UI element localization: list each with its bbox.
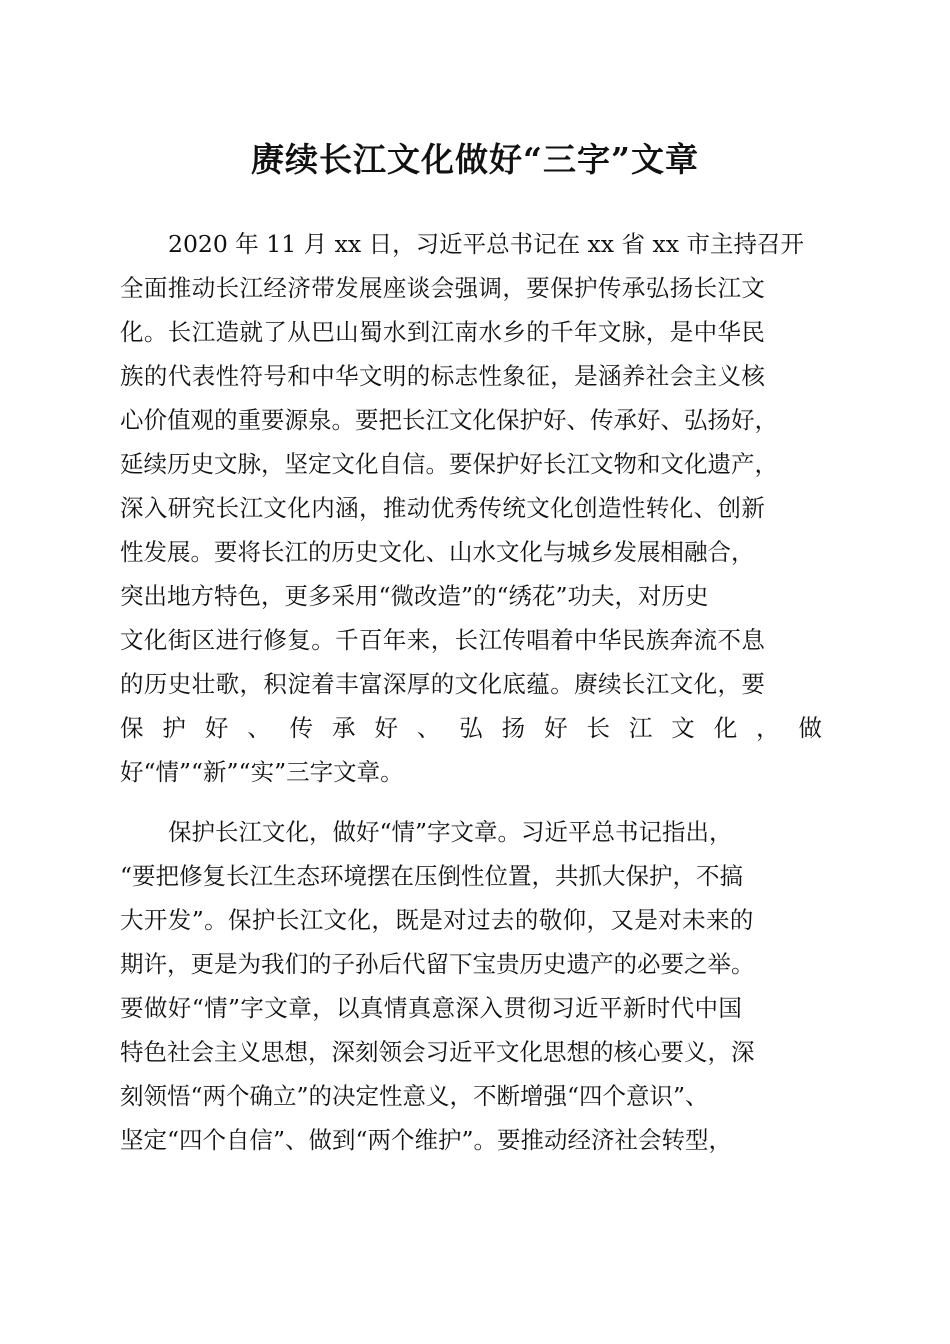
paragraph-2-line-5: 要做好“情”字文章，以真情真意深入贯彻习近平新时代中国 xyxy=(120,994,743,1022)
spread-char: 化 xyxy=(713,714,738,742)
paragraph-1-line-4: 族的代表性符号和中华文明的标志性象征，是涵养社会主义核 xyxy=(120,362,766,390)
spread-char: 好 xyxy=(374,714,398,742)
paragraph-1-line-10: 文化街区进行修复。千百年来，长江传唱着中华民族奔流不息 xyxy=(120,626,766,654)
spread-char: 承 xyxy=(332,714,356,742)
paragraph-1-line-5: 心价值观的重要源泉。要把长江文化保护好、传承好、弘扬好， xyxy=(120,406,778,434)
paragraph-1-line-7: 深入研究长江文化内涵，推动优秀传统文化创造性转化、创新 xyxy=(120,494,766,522)
spread-char: 护 xyxy=(162,714,186,742)
paragraph-2-line-2: “要把修复长江生态环境摆在压倒性位置，共抓大保护，不搞 xyxy=(120,862,744,890)
spread-char: 江 xyxy=(628,714,653,742)
spread-char: 好 xyxy=(544,714,568,742)
paragraph-1-line-8: 性发展。要将长江的历史文化、山水文化与城乡发展相融合， xyxy=(120,538,755,566)
spread-char: 长 xyxy=(586,714,610,742)
paragraph-1-line-12 xyxy=(120,706,822,750)
paragraph-1-line-11: 的历史壮歌，积淀着丰富深厚的文化底蕴。赓续长江文化，要 xyxy=(120,670,766,698)
paragraph-1-line-3: 化。长江造就了从巴山蜀水到江南水乡的千年文脉，是中华民 xyxy=(120,318,766,346)
paragraph-1-line-1: 2020 年 11 月 xx 日，习近平总书记在 xx 省 xx 市主持召开 xyxy=(168,230,804,258)
paragraph-2-line-8: 坚定“四个自信”、做到“两个维护”。要推动经济社会转型， xyxy=(120,1126,733,1154)
document-title: 赓续长江文化做好“三字”文章 xyxy=(251,140,699,179)
spread-char: 做 xyxy=(798,714,822,742)
spread-char: 保 xyxy=(120,714,144,742)
spread-char: 扬 xyxy=(501,714,526,742)
paragraph-2-line-7: 刻领悟“两个确立”的决定性意义，不断增强“四个意识”、 xyxy=(120,1082,709,1110)
paragraph-2-line-3: 大开发”。保护长江文化，既是对过去的敬仰，又是对未来的 xyxy=(120,906,754,934)
spread-char: 好 xyxy=(204,714,229,742)
paragraph-1-line-13: 好“情”“新”“实”三字文章。 xyxy=(120,758,404,786)
spread-char: 文 xyxy=(671,714,695,742)
paragraph-2-line-4: 期许，更是为我们的子孙后代留下宝贵历史遗产的必要之举。 xyxy=(120,950,755,978)
paragraph-2-line-1: 保护长江文化，做好“情”字文章。习近平总书记指出， xyxy=(168,818,733,846)
spread-char: 弘 xyxy=(459,714,483,742)
spread-char: ， xyxy=(756,714,780,742)
spread-char: 、 xyxy=(247,714,271,742)
paragraph-2-line-6: 特色社会主义思想，深刻领会习近平文化思想的核心要义，深 xyxy=(120,1038,755,1066)
spread-char: 、 xyxy=(416,714,441,742)
paragraph-1-line-2: 全面推动长江经济带发展座谈会强调，要保护传承弘扬长江文 xyxy=(120,274,766,302)
spread-char: 传 xyxy=(289,714,314,742)
paragraph-1-line-6: 延续历史文脉，坚定文化自信。要保护好长江文物和文化遗产， xyxy=(120,450,778,478)
paragraph-1-line-9: 突出地方特色，更多采用“微改造”的“绣花”功夫，对历史 xyxy=(120,582,709,610)
